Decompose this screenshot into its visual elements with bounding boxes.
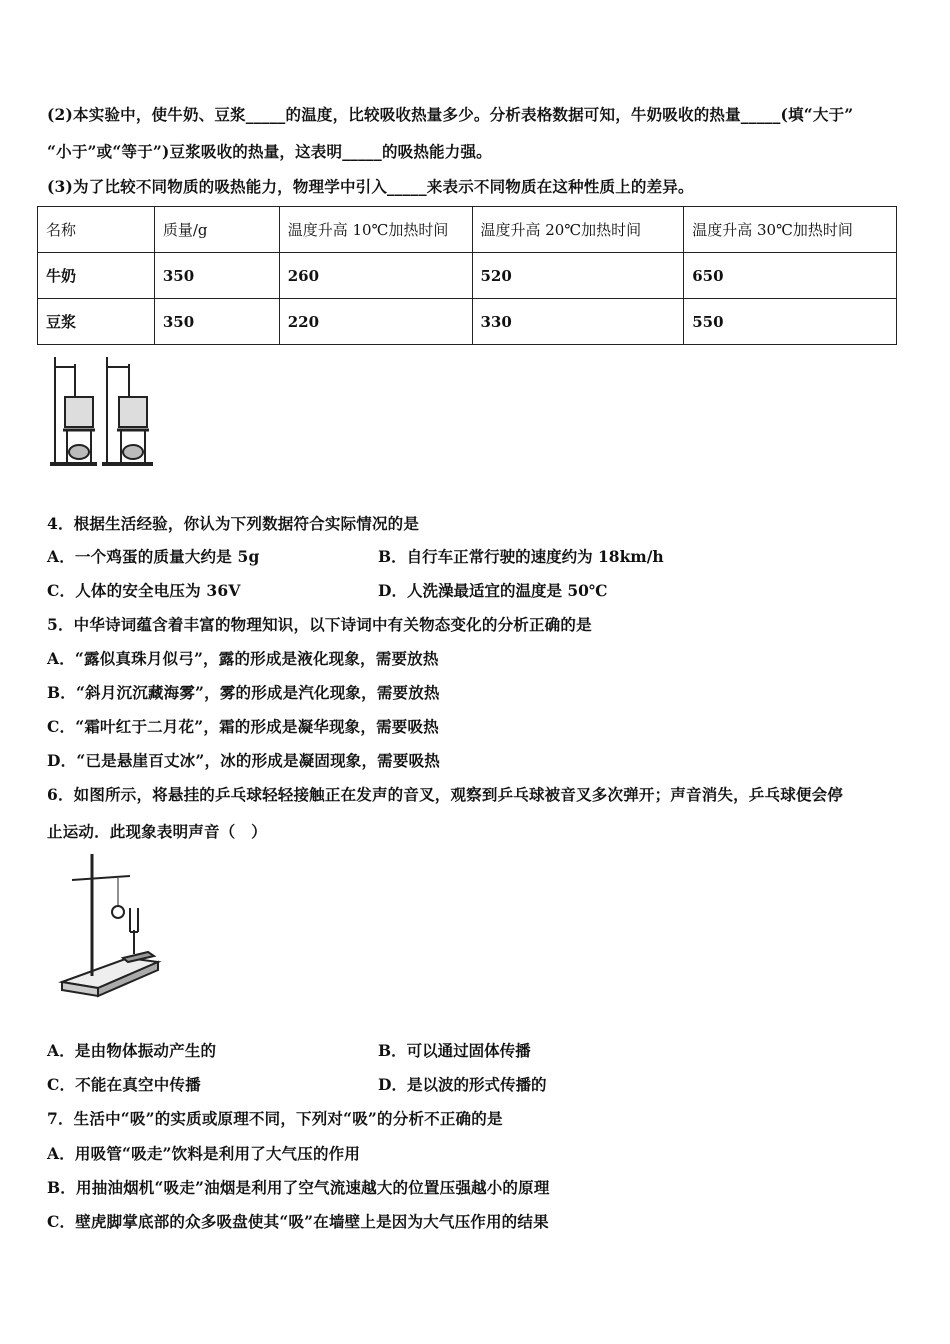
table-header-cell: 温度升高 30℃加热时间 [684,207,897,253]
q7-stem: 7．生活中“吸”的实质或原理不同，下列对“吸”的分析不正确的是 [47,1109,503,1128]
q4-option-a: A．一个鸡蛋的质量大约是 5g [47,547,260,566]
table-cell: 220 [279,299,472,345]
q3-part2-line2: “小于”或“等于”)豆浆吸收的热量，这表明_____的吸热能力强。 [47,142,492,161]
q5-stem: 5．中华诗词蕴含着丰富的物理知识，以下诗词中有关物态变化的分析正确的是 [47,615,592,634]
table-row [38,299,897,345]
q7-option-c: C．壁虎脚掌底部的众多吸盘使其“吸”在墙壁上是因为大气压作用的结果 [47,1212,549,1231]
table-header-cell: 质量/g [154,207,279,253]
table-header-cell: 名称 [38,207,155,253]
tuning-fork-figure [58,850,163,1000]
q6-option-b: B．可以通过固体传播 [378,1041,531,1060]
table-cell: 330 [472,299,684,345]
table-header-cell: 温度升高 20℃加热时间 [472,207,684,253]
q5-option-c: C．“霜叶红于二月花”，霜的形成是凝华现象，需要吸热 [47,717,439,736]
table-cell: 550 [684,299,897,345]
table-cell: 520 [472,253,684,299]
q5-option-b: B．“斜月沉沉藏海雾”，雾的形成是汽化现象，需要放热 [47,683,440,702]
q6-option-d: D．是以波的形式传播的 [378,1075,547,1094]
table-row [38,253,897,299]
table-cell: 350 [154,253,279,299]
q5-option-d: D．“已是悬崖百丈冰”，冰的形成是凝固现象，需要吸热 [47,751,440,770]
q3-part2-line1: (2)本实验中，使牛奶、豆浆_____的温度，比较吸收热量多少。分析表格数据可知，牛奶吸收的热量_____(填“大于” [47,105,854,124]
heating-apparatus-figure [45,352,160,472]
table-cell: 260 [279,253,472,299]
q4-option-d: D．人洗澡最适宜的温度是 50℃ [378,581,608,600]
heating-data-table [37,206,897,345]
table-cell: 牛奶 [38,253,155,299]
table-cell: 650 [684,253,897,299]
q4-option-b: B．自行车正常行驶的速度约为 18km/h [378,547,664,566]
q4-option-c: C．人体的安全电压为 36V [47,581,241,600]
q7-option-b: B．用抽油烟机“吸走”油烟是利用了空气流速越大的位置压强越小的原理 [47,1178,550,1197]
q4-stem: 4．根据生活经验，你认为下列数据符合实际情况的是 [47,514,420,533]
table-header-cell: 温度升高 10℃加热时间 [279,207,472,253]
q5-option-a: A．“露似真珠月似弓”，露的形成是液化现象，需要放热 [47,649,439,668]
table-cell: 350 [154,299,279,345]
q3-part3: (3)为了比较不同物质的吸热能力，物理学中引入_____来表示不同物质在这种性质上的差异。 [47,177,694,196]
table-header-row [38,207,897,253]
q6-stem-line1: 6．如图所示，将悬挂的乒乓球轻轻接触正在发声的音叉，观察到乒乓球被音叉多次弹开；声音消失，乒乓球便会停 [47,785,843,804]
q6-option-c: C．不能在真空中传播 [47,1075,201,1094]
q6-stem-line2: 止运动．此现象表明声音（ ） [47,822,267,841]
q6-option-a: A．是由物体振动产生的 [47,1041,217,1060]
q7-option-a: A．用吸管“吸走”饮料是利用了大气压的作用 [47,1144,361,1163]
table-cell: 豆浆 [38,299,155,345]
